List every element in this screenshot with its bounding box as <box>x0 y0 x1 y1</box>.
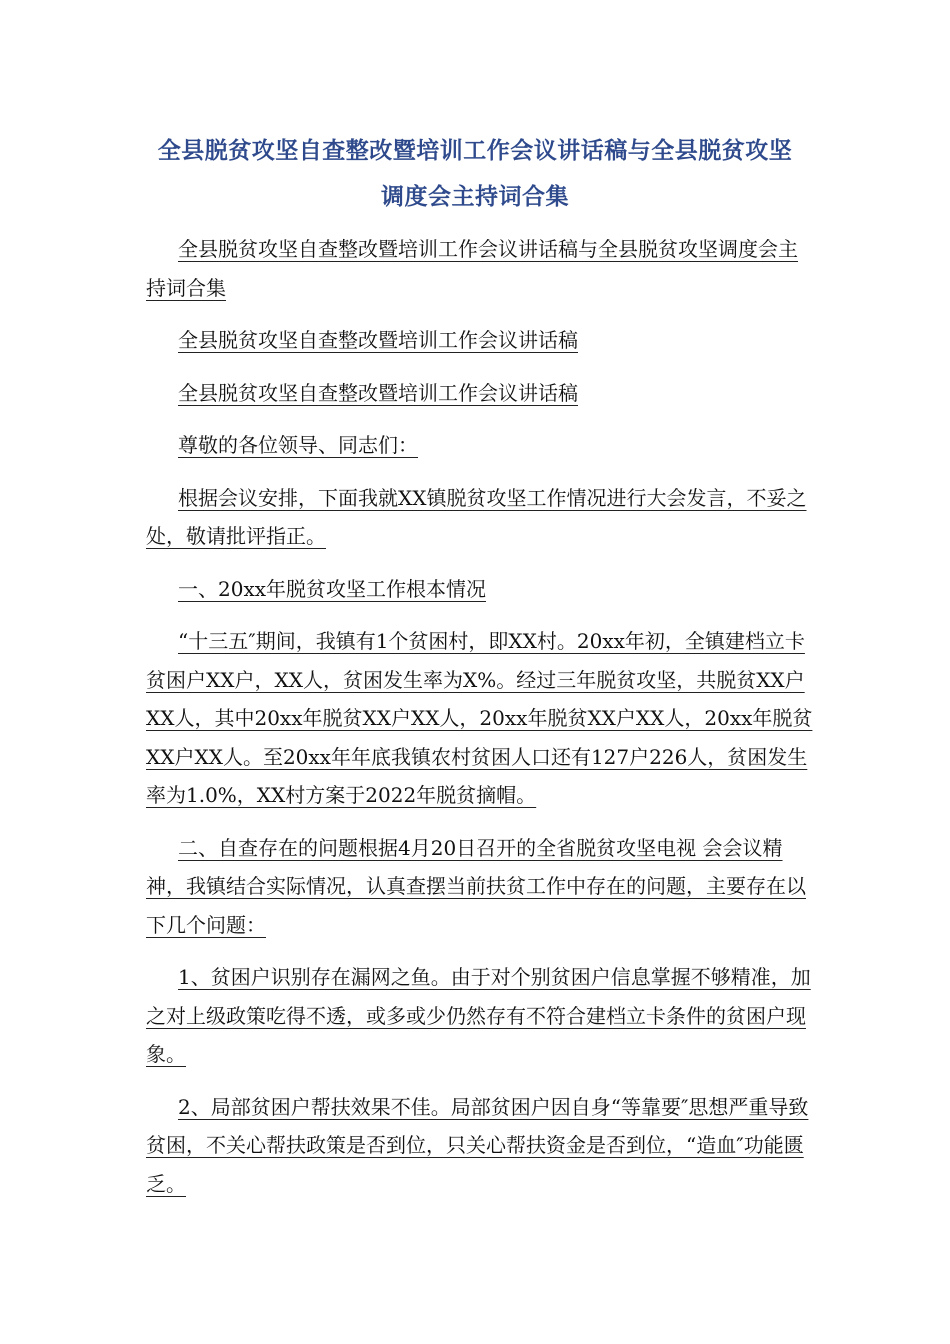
paragraph-opening: 根据会议安排，下面我就XX镇脱贫攻坚工作情况进行大会发言，不妥之处，敬请批评指正。 <box>146 485 807 548</box>
paragraph-salutation: 尊敬的各位领导、同志们： <box>178 433 418 457</box>
paragraph-intro: 全县脱贫攻坚自查整改暨培训工作会议讲话稿与全县脱贫攻坚调度会主持词合集 <box>146 237 798 300</box>
paragraph-basic-situation: “十三五″期间，我镇有1个贫困村，即XX村。20xx年初，全镇建档立卡贫困户XX户，XX人，贫困发生率为X%。经过三年脱贫攻坚，共脱贫XX户XX人，其中20xx年脱贫XX户XX人，20xx年脱贫XX户XX人，20xx年脱贫XX户XX人。至20xx年年底我镇农村贫困人口还有127户226人，贫困发生率为1.0%，XX村方案于2022年脱贫摘帽。 <box>146 629 813 807</box>
document-title <box>120 128 830 220</box>
paragraph-problem-1: 1、贫困户识别存在漏网之鱼。由于对个别贫困户信息掌握不够精准，加之对上级政策吃得不透，或多或少仍然存有不符合建档立卡条件的贫困户现象。 <box>146 965 811 1066</box>
section-heading-2: 二、自查存在的问题根据4月20日召开的全省脱贫攻坚电视 会会议精神，我镇结合实际情况，认真查摆当前扶贫工作中存在的问题，主要存在以下几个问题： <box>146 835 806 937</box>
paragraph-subtitle-2: 全县脱贫攻坚自查整改暨培训工作会议讲话稿 <box>178 380 578 405</box>
document-body <box>146 230 816 1217</box>
paragraph-subtitle-1: 全县脱贫攻坚自查整改暨培训工作会议讲话稿 <box>178 328 578 352</box>
paragraph-problem-2: 2、局部贫困户帮扶效果不佳。局部贫困户因自身“等靠要″思想严重导致贫困，不关心帮扶政策是否到位，只关心帮扶资金是否到位，“造血″功能匮乏。 <box>146 1094 809 1196</box>
title-line-2: 调度会主持词合集 <box>381 184 569 210</box>
section-heading-1: 一、20xx年脱贫攻坚工作根本情况 <box>178 576 487 601</box>
title-line-1: 全县脱贫攻坚自查整改暨培训工作会议讲话稿与全县脱贫攻坚 <box>157 138 793 164</box>
